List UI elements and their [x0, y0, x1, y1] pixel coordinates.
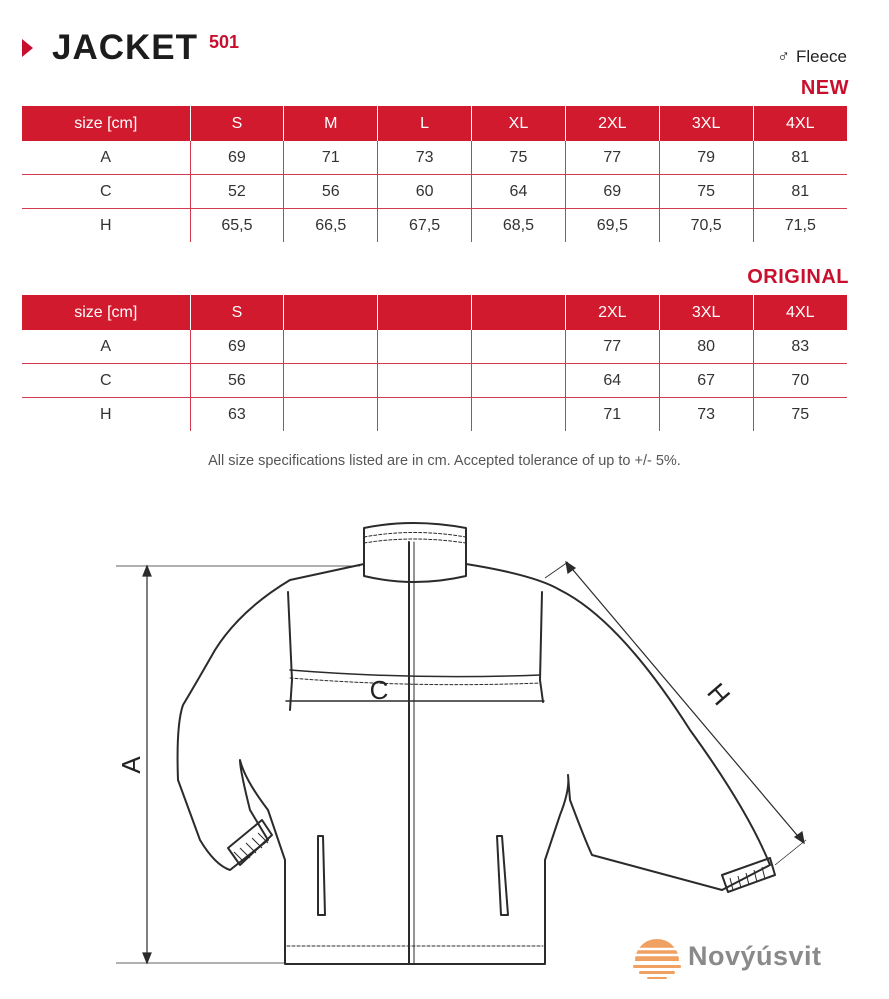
collar-outline — [364, 523, 466, 582]
value-cell: 77 — [565, 330, 659, 364]
jacket-diagram — [0, 480, 889, 980]
male-symbol-icon: ♂ — [777, 47, 790, 66]
title-arrow-icon — [22, 39, 33, 57]
header-cell-size — [378, 295, 472, 330]
header-cell-size: 3XL — [659, 295, 753, 330]
value-cell: 64 — [472, 175, 566, 209]
value-cell: 60 — [378, 175, 472, 209]
dimension-label-c: C — [369, 675, 389, 705]
value-cell — [378, 398, 472, 432]
value-cell: 66,5 — [284, 209, 378, 243]
table-header-row — [22, 106, 847, 141]
size-table-original — [22, 295, 847, 431]
size-table-new — [22, 106, 847, 242]
value-cell: 81 — [753, 175, 847, 209]
dimension-label-h: H — [701, 677, 737, 712]
value-cell: 77 — [565, 141, 659, 175]
value-cell: 75 — [472, 141, 566, 175]
header-cell-size: 2XL — [565, 106, 659, 141]
header-cell-size: S — [190, 106, 284, 141]
header-cell-size: 4XL — [753, 295, 847, 330]
table-row — [22, 364, 847, 398]
table-row — [22, 398, 847, 432]
value-cell: 52 — [190, 175, 284, 209]
value-cell: 69,5 — [565, 209, 659, 243]
value-cell: 80 — [659, 330, 753, 364]
tolerance-note: All size specifications listed are in cm. Accepted tolerance of up to +/- 5%. — [208, 453, 681, 469]
value-cell: 56 — [190, 364, 284, 398]
value-cell — [284, 398, 378, 432]
row-label-cell: A — [22, 141, 190, 175]
header-cell-unit: size [cm] — [22, 295, 190, 330]
left-cuff — [228, 820, 272, 865]
header-cell-size: 4XL — [753, 106, 847, 141]
value-cell — [378, 364, 472, 398]
section-label-new: NEW — [800, 77, 849, 99]
header-cell-size — [472, 295, 566, 330]
header-cell-unit: size [cm] — [22, 106, 190, 141]
product-number: 501 — [209, 32, 240, 52]
value-cell: 73 — [378, 141, 472, 175]
value-cell — [284, 330, 378, 364]
header-cell-size: M — [284, 106, 378, 141]
value-cell: 71,5 — [784, 216, 816, 234]
value-cell: 70,5 — [659, 209, 753, 243]
value-cell: 70 — [753, 364, 847, 398]
value-cell: 67 — [659, 364, 753, 398]
table-row — [22, 330, 847, 364]
value-cell: 71 — [284, 141, 378, 175]
sunrise-icon — [631, 935, 683, 980]
value-cell: 69 — [190, 330, 284, 364]
header-cell-size: S — [190, 295, 284, 330]
header-cell-size: L — [378, 106, 472, 141]
header-cell-size: 2XL — [565, 295, 659, 330]
value-cell: 69 — [190, 141, 284, 175]
value-cell: 69 — [565, 175, 659, 209]
row-label-cell: C — [22, 364, 190, 398]
value-cell: 67,5 — [378, 209, 472, 243]
brand-logo — [631, 935, 851, 980]
dimension-line-h — [568, 564, 802, 841]
value-cell: 64 — [565, 364, 659, 398]
table-row — [22, 175, 847, 209]
product-title: JACKET — [52, 28, 199, 67]
value-cell — [284, 364, 378, 398]
value-cell: 79 — [659, 141, 753, 175]
row-label-cell: H — [22, 398, 190, 432]
value-cell: 56 — [284, 175, 378, 209]
value-cell — [378, 330, 472, 364]
value-cell: 83 — [753, 330, 847, 364]
value-cell — [472, 398, 566, 432]
value-cell — [472, 330, 566, 364]
header-cell-size: 3XL — [659, 106, 753, 141]
value-cell: 63 — [190, 398, 284, 432]
value-cell — [472, 364, 566, 398]
value-cell: 75 — [791, 405, 810, 423]
header-cell-size: XL — [472, 106, 566, 141]
pocket-left — [318, 836, 325, 915]
jacket-body-outline — [178, 564, 770, 964]
material-label — [777, 47, 847, 67]
value-cell: 73 — [659, 398, 753, 432]
value-cell: 81 — [753, 141, 847, 175]
value-cell: 68,5 — [472, 209, 566, 243]
table-row — [22, 209, 847, 243]
value-cell: 65,5 — [190, 209, 284, 243]
row-label-cell: H — [22, 209, 190, 243]
row-label-cell: C — [22, 175, 190, 209]
row-label-cell: A — [22, 330, 190, 364]
value-cell: 71 — [565, 398, 659, 432]
value-cell: 75 — [659, 175, 753, 209]
brand-logo-text: Novýúsvit — [688, 941, 822, 971]
material-text: Fleece — [795, 47, 847, 66]
dimension-label-a: A — [116, 756, 146, 774]
pocket-right — [497, 836, 508, 915]
table-row — [22, 141, 847, 175]
table-header-row — [22, 295, 847, 330]
section-label-original: ORIGINAL — [747, 266, 849, 288]
header-cell-size — [284, 295, 378, 330]
